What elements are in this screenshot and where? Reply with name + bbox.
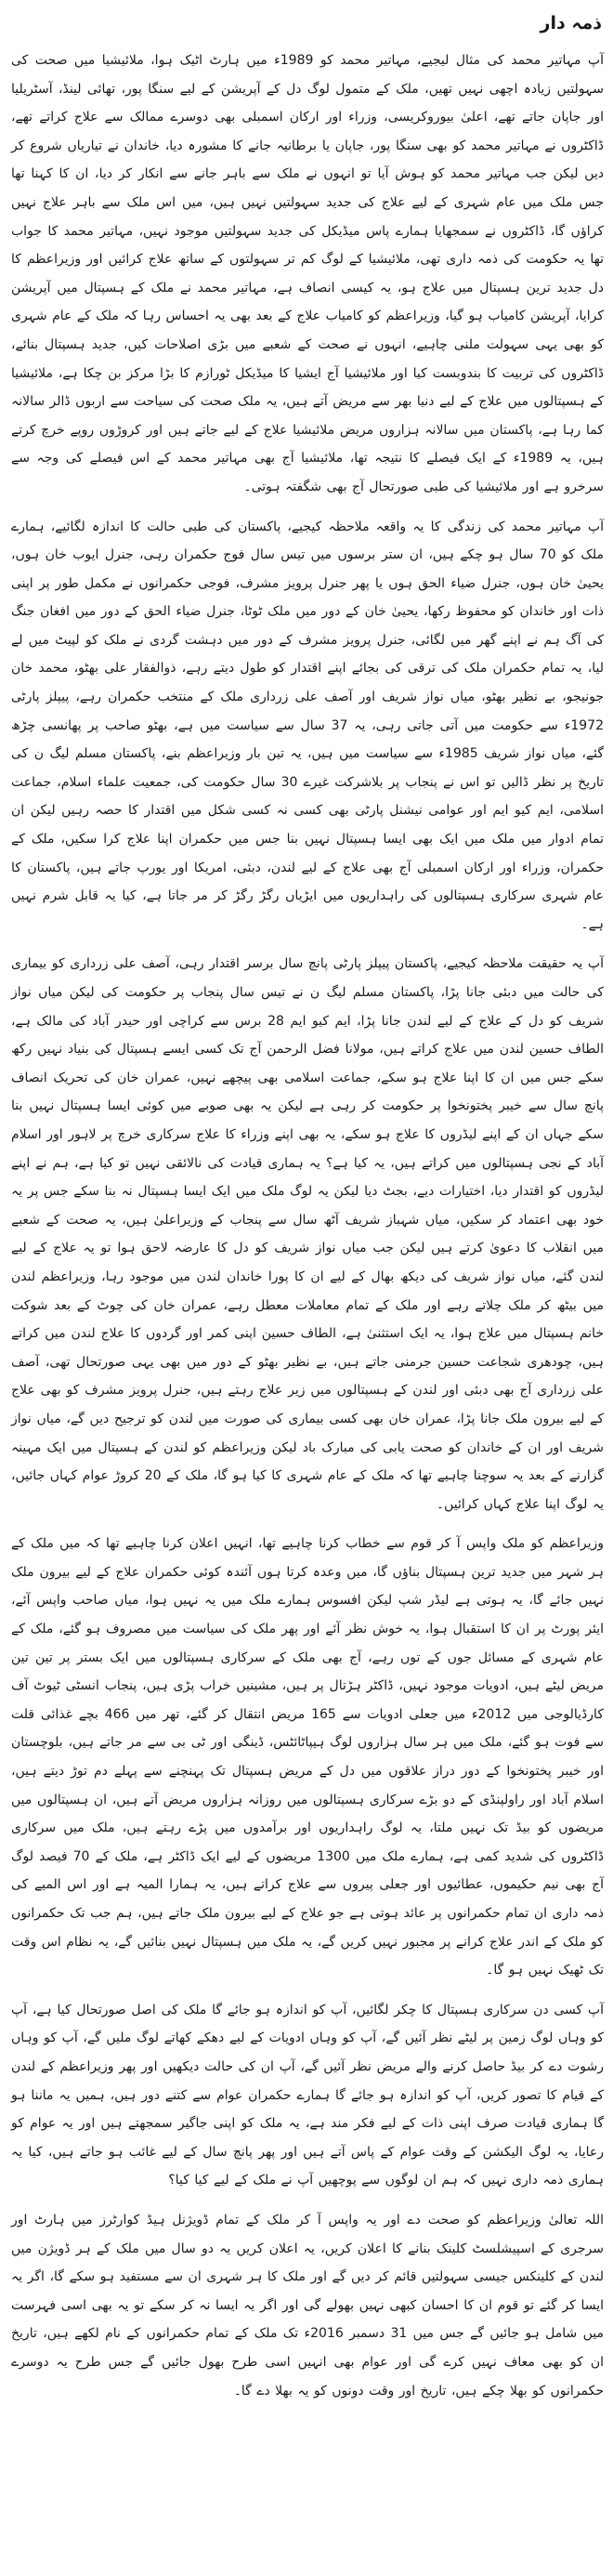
paragraph-1: آپ مہاتیر محمد کی مثال لیجیے، مہاتیر محمد کو 1989ء میں ہارٹ اٹیک ہوا، ملائیشیا میں صحت کی سہولتیں زیادہ اچھی نہیں تھیں، ملک کے متمول لوگ دل کے آپریشن کے لیے سنگا پور، تھائی لینڈ، آسٹریلیا اور جاپان جاتے تھے، اعلیٰ بیوروکریسی، وزراء اور ارکان اسمبلی بھی دوسرے ممالک سے علاج کراتے تھے، ڈاکٹروں نے مہاتیر محمد کو بھی سنگا پور، جاپان یا برطانیہ جانے کا مشورہ دیا، خاندان نے تیاریاں شروع کر دیں لیکن جب مہاتیر محمد کو ہوش آیا تو انہوں نے ملک سے باہر جانے سے انکار کر دیا، ان کا کہنا تھا جس ملک میں عام شہری کے لیے علاج کی جدید سہولتیں نہیں ہیں، میں اس ملک سے باہر علاج نہیں کراؤں گا، ڈاکٹروں نے سمجھایا ہمارے پاس میڈیکل کی جدید سہولتیں موجود نہیں، مہاتیر محمد کا جواب تھا یہ حکومت کی ذمہ داری تھی، ملائیشیا کے لوگ کم تر سہولتوں کے ساتھ علاج کرائیں اور وزیراعظم کا دل جدید ترین ہسپتال میں علاج ہو، یہ کیسی انصاف ہے، مہاتیر محمد نے ملک کے ہسپتال میں آپریشن کرایا، آپریشن کامیاب ہو گیا، وزیراعظم کو کامیاب علاج کے بعد بھی یہ احساس رہا کہ ملک کے عام شہری کو بھی یہی سہولت ملنی چاہیے، انہوں نے صحت کے شعبے میں بڑی اصلاحات کیں، جدید ہسپتال بنائے، ڈاکٹروں کی تربیت کا بندوبست کیا اور ملائیشیا آج ایشیا کا میڈیکل ٹورازم کا بڑا مرکز بن چکا ہے، ملائیشیا کے ہسپتالوں میں علاج کے لیے دنیا بھر سے مریض آتے ہیں، یہ ملک صحت کی سیاحت سے اربوں ڈالر سالانہ کما رہا ہے، پاکستان میں سالانہ ہزاروں مریض ملائیشیا علاج کے لیے جاتے ہیں اور کروڑوں روپے خرچ کرتے ہیں، یہ 1989ء کے ایک فیصلے کا نتیجہ تھا، ملائیشیا آج بھی مہاتیر محمد کے اس فیصلے کی وجہ سے سرخرو ہے اور ملائیشیا کی طبی صورتحال آج بھی شگفتہ ہوتی۔	[11, 53, 605, 494]
article-title: ذمہ دار	[540, 13, 602, 33]
paragraph-6: اللہ تعالیٰ وزیراعظم کو صحت دے اور یہ واپس آ کر ملک کے تمام ڈویژنل ہیڈ کوارٹرز میں ہارٹ اور سرجری کے اسپیشلسٹ کلینک بنانے کا اعلان کریں، یہ اعلان کریں یہ دو سال میں ملک کے ہر ڈویژن میں لندن کے کلینکس جیسی سہولتیں قائم کر دیں گے اور ملک کا ہر شہری ان سے مستفید ہو سکے گا، اگر یہ ایسا کر گئے تو قوم ان کا احسان کبھی نہیں بھولے گی اور اگر یہ ایسا نہ کر سکے تو یہ بھی اسی فہرست میں شامل ہو جائیں گے جس میں 31 دسمبر 2016ء تک ملک کے تمام حکمرانوں کے نام لکھے ہیں، تاریخ ان کو بھی معاف نہیں کرے گی اور عوام بھی انہیں اسی طرح بھول جائیں گے جس طرح یہ دوسرے حکمرانوں کو بھلا چکے ہیں، تاریخ اور وقت دونوں کو یہ بھلا دے گا۔	[11, 2212, 604, 2399]
paragraph-5: آپ کسی دن سرکاری ہسپتال کا چکر لگائیں، آپ کو اندازہ ہو جائے گا ملک کی اصل صورتحال کیا ہے، آپ کو وہاں لوگ زمین پر لیٹے نظر آئیں گے، آپ کو وہاں ادویات کے لیے دھکے کھاتے لوگ ملیں گے، آپ کو وہاں رشوت دے کر بیڈ حاصل کرنے والے مریض نظر آئیں گے، آپ ان کی حالت دیکھیں اور پھر وزیراعظم کے لندن کے قیام کا تصور کریں، آپ کو اندازہ ہو جائے گا ہمارے حکمران عوام سے کتنے دور ہیں، ہمیں یہ ماننا ہو گا ہماری قیادت صرف اپنی ذات کے لیے فکر مند ہے، یہ ملک کو اپنی جاگیر سمجھتے ہیں اور یہ عوام کو رعایا، یہ لوگ الیکشن کے وقت عوام کے پاس آتے ہیں اور پھر پانچ سال کے لیے غائب ہو جاتے ہیں، کیا یہ ہماری ذمہ داری نہیں کہ ہم ان لوگوں سے پوچھیں آپ نے ملک کے لیے کیا کیا؟	[11, 2002, 604, 2188]
paragraph-3: آپ یہ حقیقت ملاحظہ کیجیے، پاکستان پیپلز پارٹی پانچ سال برسر اقتدار رہی، آصف علی زرداری کو بیماری کی حالت میں دبئی جانا پڑا، پاکستان مسلم لیگ ن نے تیس سال پنجاب پر حکومت کی لیکن میاں نواز شریف کو دل کے علاج کے لیے لندن جانا پڑا، ایم کیو ایم 28 برس سے کراچی اور حیدر آباد کی مالک ہے، الطاف حسین لندن میں علاج کراتے ہیں، مولانا فضل الرحمن آج تک کسی ایسے ہسپتال کی بنیاد نہیں رکھ سکے جس میں ان کا اپنا علاج ہو سکے، جماعت اسلامی بھی پیچھے نہیں، عمران خان کی تحریک انصاف پانچ سال سے خیبر پختونخوا پر حکومت کر رہی ہے لیکن یہ بھی صوبے میں کوئی ایسا ہسپتال نہیں بنا سکے جہاں ان کے اپنے لیڈروں کا علاج ہو سکے، یہ بھی اپنے وزراء کا علاج سرکاری خرچ پر لاہور اور اسلام آباد کے نجی ہسپتالوں میں کراتے ہیں، یہ کیا ہے؟ یہ ہماری قیادت کی نالائقی نہیں تو کیا ہے، ہم نے اپنے لیڈروں کو اقتدار دیا، اختیارات دیے، بجٹ دیا لیکن یہ لوگ ملک میں ایک ایسا ہسپتال نہ بنا سکے جس پر یہ خود بھی اعتماد کر سکیں، میاں شہباز شریف آٹھ سال سے پنجاب کے وزیراعلیٰ ہیں، یہ صحت کے شعبے میں انقلاب کا دعویٰ کرتے ہیں لیکن جب میاں نواز شریف کو دل کا عارضہ لاحق ہوا تو یہ علاج کے لیے لندن گئے، میاں نواز شریف کی دیکھ بھال کے لیے ان کا پورا خاندان لندن میں موجود رہا، وزیراعظم لندن میں بیٹھ کر ملک چلاتے رہے اور ملک کے تمام معاملات معطل رہے، عمران خان کی چوٹ کے بعد شوکت خانم ہسپتال میں علاج ہوا، یہ ایک استثنیٰ ہے، الطاف حسین اپنی کمر اور گردوں کا علاج لندن میں کراتے ہیں، چودھری شجاعت حسین جرمنی جاتے ہیں، بے نظیر بھٹو کے دور میں بھی یہی صورتحال تھی، آصف علی زرداری آج بھی دبئی اور لندن کے ہسپتالوں میں زیر علاج رہتے ہیں، جنرل پرویز مشرف کو بھی علاج کے لیے بیرون ملک جانا پڑا، عمران خان بھی کسی بیماری کی صورت میں لندن کو ترجیح دیں گے، میاں نواز شریف اور ان کے خاندان کو صحت یابی کی مبارک باد لیکن وزیراعظم کو لندن کے ہسپتال میں ایک مہینہ گزارنے کے بعد یہ سوچنا چاہیے تھا کہ ملک کے عام شہری کا کیا ہو گا، ملک کے 20 کروڑ عوام کہاں جائیں، یہ لوگ اپنا علاج کہاں کرائیں۔	[11, 956, 604, 1512]
article-body	[11, 46, 604, 2405]
paragraph-4: وزیراعظم کو ملک واپس آ کر قوم سے خطاب کرنا چاہیے تھا، انہیں اعلان کرنا چاہیے تھا کہ میں ملک کے ہر شہر میں جدید ترین ہسپتال بناؤں گا، میں وعدہ کرتا ہوں آئندہ کوئی حکمران علاج کے لیے بیرون ملک نہیں جائے گا، یہ ہوتی ہے لیڈر شپ لیکن افسوس ہمارے ملک میں یہ نہیں ہوا، میاں صاحب واپس آئے، ایئر پورٹ پر ان کا استقبال ہوا، یہ خوش نظر آئے اور پھر ملک کی سیاست میں مصروف ہو گئے، ملک کے عام شہری کے مسائل جوں کے توں رہے، آج بھی ملک کے سرکاری ہسپتالوں میں ایک بستر پر تین تین مریض لیٹے ہیں، ادویات موجود نہیں، ڈاکٹر ہڑتال پر ہیں، مشینیں خراب پڑی ہیں، پنجاب انسٹی ٹیوٹ آف کارڈیالوجی میں 2012ء میں جعلی ادویات سے 165 مریض انتقال کر گئے، تھر میں 466 بچے غذائی قلت سے فوت ہو گئے، ملک میں ہر سال ہزاروں لوگ ہیپاٹائٹس، ڈینگی اور ٹی بی سے مر جاتے ہیں، بلوچستان اور خیبر پختونخوا کے دور دراز علاقوں میں دل کے مریض ہسپتال تک پہنچنے سے پہلے دم توڑ دیتے ہیں، اسلام آباد اور راولپنڈی کے دو بڑے سرکاری ہسپتالوں میں روزانہ ہزاروں مریض آتے ہیں، ان ہسپتالوں میں مریضوں کو بیڈ تک نہیں ملتا، یہ لوگ راہداریوں اور برآمدوں میں پڑے رہتے ہیں، ملک میں سرکاری ڈاکٹروں کی شدید کمی ہے، ہمارے ملک میں 1300 مریضوں کے لیے ایک ڈاکٹر ہے، ملک کے 70 فیصد لوگ آج بھی نیم حکیموں، عطائیوں اور جعلی پیروں سے علاج کراتے ہیں، یہ ہمارا المیہ ہے اور اس المیے کی ذمہ داری ان تمام حکمرانوں پر عائد ہوتی ہے جو علاج کے لیے بیرون ملک جاتے ہیں، ہم جب تک حکمرانوں کو ملک کے اندر علاج کرانے پر مجبور نہیں کریں گے، یہ ملک میں ہسپتال نہیں بنائیں گے، یہ نظام اس وقت تک ٹھیک نہیں ہو گا۔	[11, 1536, 604, 1978]
paragraph-2: آپ مہاتیر محمد کی زندگی کا یہ واقعہ ملاحظہ کیجیے، پاکستان کی طبی حالت کا اندازہ لگائیے، ہمارے ملک کو 70 سال ہو چکے ہیں، ان ستر برسوں میں تیس سال فوج حکمران رہی، جنرل ایوب خان ہوں، یحییٰ خان ہوں، جنرل ضیاء الحق ہوں یا پھر جنرل پرویز مشرف، فوجی حکمرانوں نے مکمل طور پر اپنی ذات اور خاندان کو محفوظ رکھا، یحییٰ خان کے دور میں ملک ٹوٹا، جنرل ضیاء الحق کے دور میں افغان جنگ کی آگ ہم نے اپنے گھر میں لگائی، جنرل پرویز مشرف کے دور میں دہشت گردی نے ملک کو لپیٹ میں لے لیا، یہ تمام حکمران ملک کی ترقی کی بجائے اپنے اقتدار کو طول دیتے رہے، ذوالفقار علی بھٹو، محمد خان جونیجو، بے نظیر بھٹو، میاں نواز شریف اور آصف علی زرداری ملک کے منتخب حکمران رہے، پیپلز پارٹی 1972ء سے حکومت میں آتی جاتی رہی، یہ 37 سال سے سیاست میں ہے، بھٹو صاحب پر پھانسی چڑھ گئے، میاں نواز شریف 1985ء سے سیاست میں ہیں، یہ تین بار وزیراعظم بنے، پاکستان مسلم لیگ ن کی تاریخ پر نظر ڈالیں تو اس نے پنجاب پر بلاشرکت غیرے 30 سال حکومت کی، جمعیت علماء اسلام، جماعت اسلامی، ایم کیو ایم اور عوامی نیشنل پارٹی بھی کسی نہ کسی شکل میں اقتدار کا حصہ رہیں لیکن ان تمام ادوار میں ملک میں ایک بھی ایسا ہسپتال نہیں بنا جس میں حکمران اپنا علاج کرا سکیں، ملک کے حکمران، وزراء اور ارکان اسمبلی آج بھی علاج کے لیے لندن، دبئی، امریکا اور یورپ جاتے ہیں، پاکستان کا عام شہری سرکاری ہسپتالوں کی راہداریوں میں ایڑیاں رگڑ رگڑ کر مر جاتا ہے، کیا یہ قابل شرم نہیں ہے۔	[11, 519, 605, 932]
